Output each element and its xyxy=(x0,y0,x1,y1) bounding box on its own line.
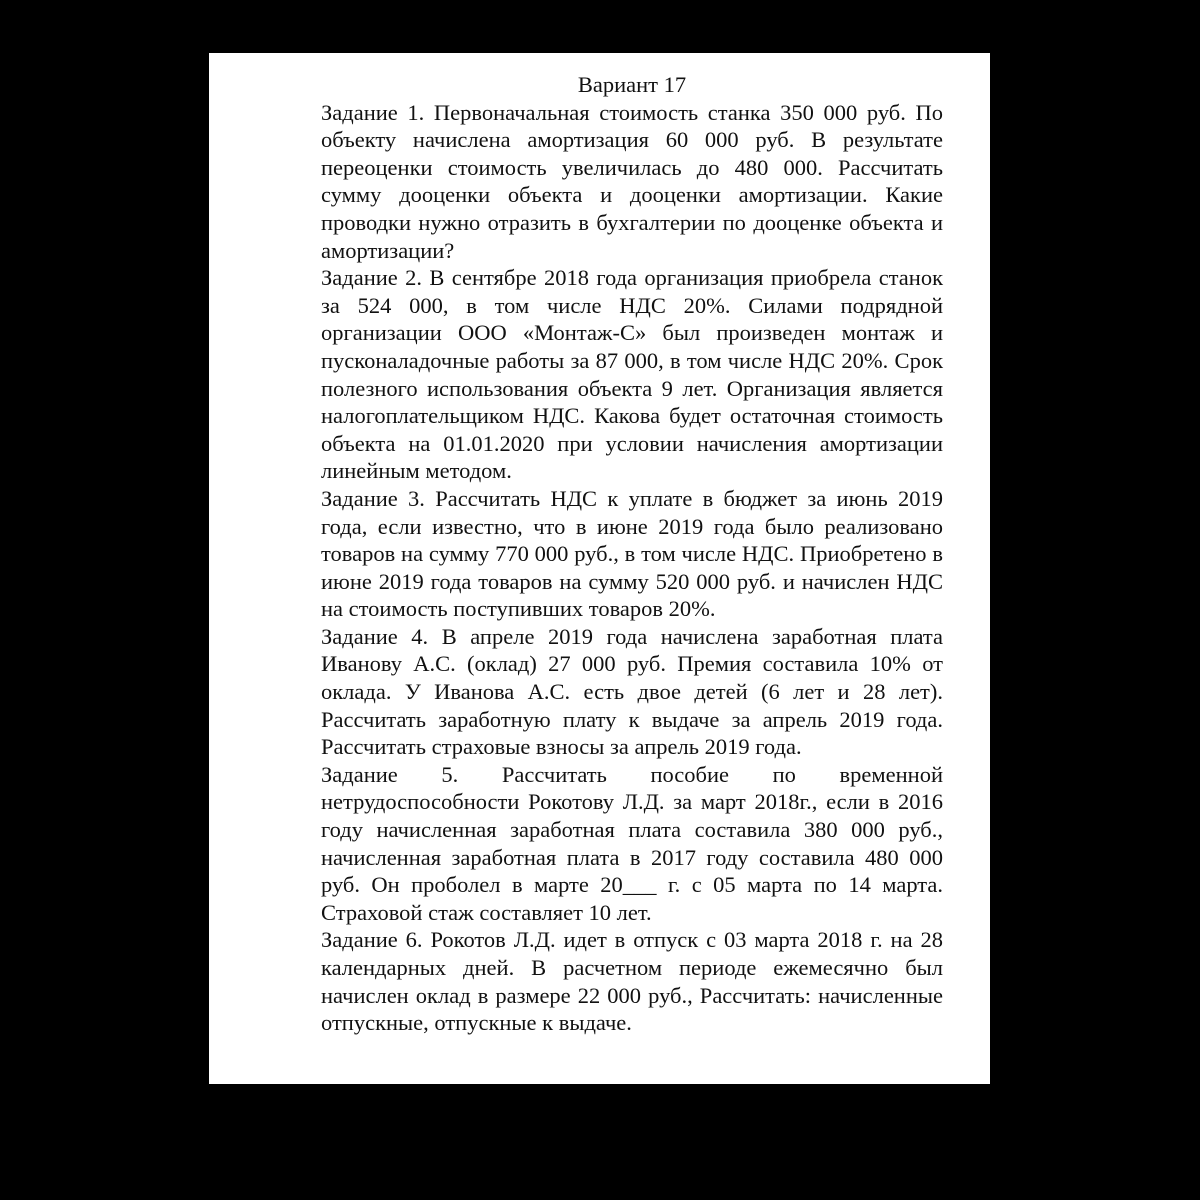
task-2: Задание 2. В сентябре 2018 года организация приобрела станок за 524 000, в том числе НДС 20%. Силами подрядной организации ООО «Монтаж-С» был произведен монтаж и пусконаладочные работы за 87 000, в том числе НДС 20%. Срок полезного использования объекта 9 лет. Организация является налогоплательщиком НДС. Какова будет остаточная стоимость объекта на 01.01.2020 при условии начисления амортизации линейным методом. xyxy=(321,265,943,484)
task-6: Задание 6. Рокотов Л.Д. идет в отпуск с 03 марта 2018 г. на 28 календарных дней. В расчетном периоде ежемесячно был начислен оклад в размере 22 000 руб., Рассчитать: начисленные отпускные, отпускные к выдаче. xyxy=(321,927,943,1036)
task-3: Задание 3. Рассчитать НДС к уплате в бюджет за июнь 2019 года, если известно, что в июне 2019 года было реализовано товаров на сумму 770 000 руб., в том числе НДС. Приобретено в июне 2019 года товаров на сумму 520 000 руб. и начислен НДС на стоимость поступивших товаров 20%. xyxy=(321,485,943,622)
task-4: Задание 4. В апреле 2019 года начислена заработная плата Иванову А.С. (оклад) 27 000 руб. Премия составила 10% от оклада. У Иванова А.С. есть двое детей (6 лет и 28 лет). Рассчитать заработную плату к выдаче за апрель 2019 года. Рассчитать страховые взносы за апрель 2019 года. xyxy=(321,623,943,760)
document-page xyxy=(209,53,990,1084)
task-1: Задание 1. Первоначальная стоимость станка 350 000 руб. По объекту начислена амортизация 60 000 руб. В результате переоценки стоимость увеличилась до 480 000. Рассчитать сумму дооценки объекта и дооценки амортизации. Какие проводки нужно отразить в бухгалтерии по дооценке объекта и амортизации? xyxy=(321,99,943,263)
document-content xyxy=(321,71,943,1037)
document-title: Вариант 17 xyxy=(577,72,687,97)
task-5: Задание 5. Рассчитать пособие по временной нетрудоспособности Рокотову Л.Д. за март 2018г., если в 2016 году начисленная заработная плата составила 380 000 руб., начисленная заработная плата в 2017 году составила 480 000 руб. Он проболел в марте 20___ г. с 05 марта по 14 марта. Страховой стаж составляет 10 лет. xyxy=(321,761,943,925)
